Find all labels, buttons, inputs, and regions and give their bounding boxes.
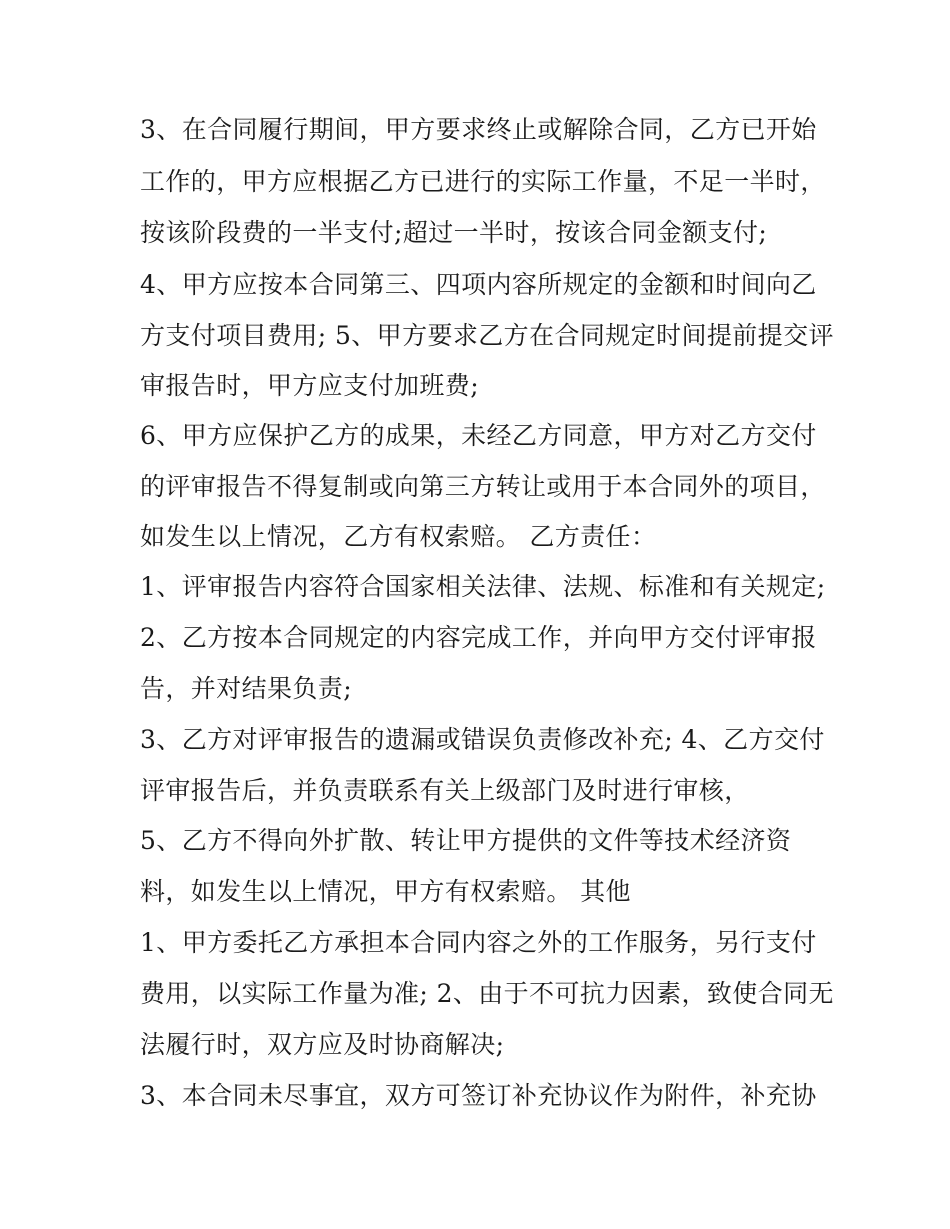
text-line: 告，并对结果负责;	[140, 674, 353, 703]
text-line: 费用，以实际工作量为准; 2、由于不可抗力因素，致使合同无	[140, 979, 834, 1008]
text-line: 如发生以上情况，乙方有权索赔。 乙方责任：	[140, 522, 657, 551]
text-line: 5、乙方不得向外扩散、转让甲方提供的文件等技术经济资	[140, 826, 792, 855]
text-line: 3、本合同未尽事宜，双方可签订补充协议作为附件，补充协	[140, 1081, 817, 1110]
text-line: 1、甲方委托乙方承担本合同内容之外的工作服务，另行支付	[140, 928, 817, 957]
text-line: 2、乙方按本合同规定的内容完成工作，并向甲方交付评审报	[140, 623, 817, 652]
text-line: 按该阶段费的一半支付;超过一半时，按该合同金额支付;	[140, 218, 768, 247]
text-line: 评审报告后，并负责联系有关上级部门及时进行审核，	[140, 776, 750, 805]
text-line: 1、评审报告内容符合国家相关法律、法规、标准和有关规定;	[140, 572, 826, 601]
text-line: 法履行时，双方应及时协商解决;	[140, 1030, 505, 1059]
text-line: 6、甲方应保护乙方的成果，未经乙方同意，甲方对乙方交付	[140, 421, 817, 450]
text-line: 的评审报告不得复制或向第三方转让或用于本合同外的项目，	[140, 472, 826, 501]
text-line: 料，如发生以上情况，甲方有权索赔。 其他	[140, 877, 631, 906]
text-line: 4、甲方应按本合同第三、四项内容所规定的金额和时间向乙	[140, 270, 817, 299]
text-line: 3、在合同履行期间，甲方要求终止或解除合同，乙方已开始	[140, 115, 817, 144]
text-line: 工作的，甲方应根据乙方已进行的实际工作量，不足一半时，	[140, 167, 826, 196]
text-line: 方支付项目费用; 5、甲方要求乙方在合同规定时间提前提交评	[140, 321, 834, 350]
text-line: 3、乙方对评审报告的遗漏或错误负责修改补充; 4、乙方交付	[140, 725, 825, 754]
text-line: 审报告时，甲方应支付加班费;	[140, 371, 480, 400]
